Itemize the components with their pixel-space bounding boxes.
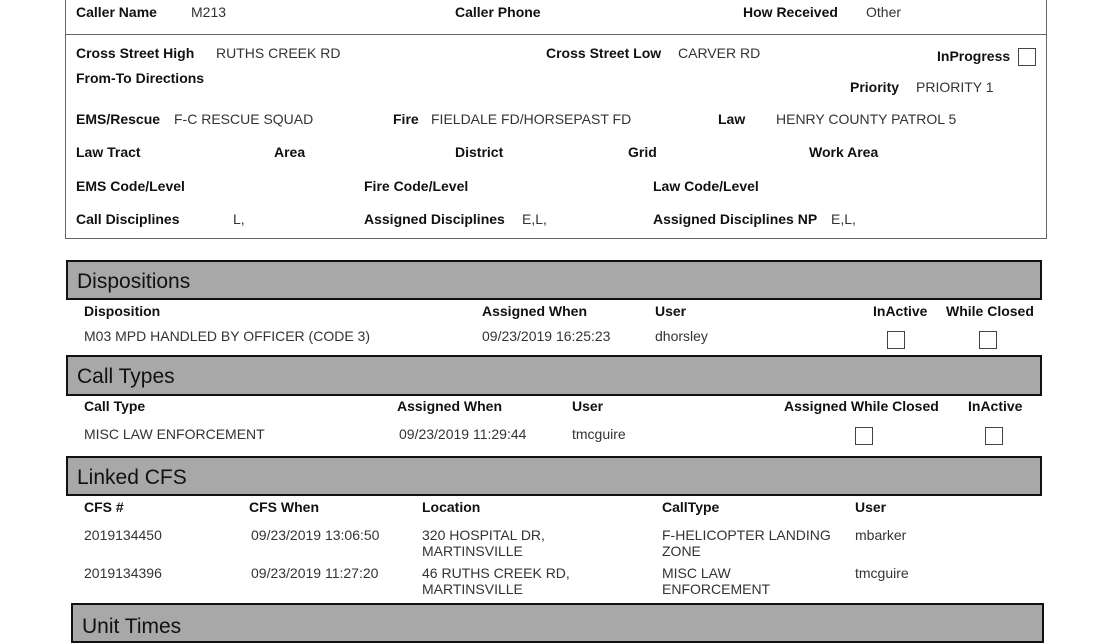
caller-name-label: Caller Name: [76, 4, 157, 20]
location-line1: 46 RUTHS CREEK RD,: [422, 565, 570, 581]
while-closed-checkbox[interactable]: [979, 331, 997, 349]
cross-street-high-label: Cross Street High: [76, 45, 195, 61]
law-tract-label: Law Tract: [76, 144, 141, 160]
assigned-while-closed-checkbox[interactable]: [855, 427, 873, 445]
cfs-when-value: 09/23/2019 11:27:20: [251, 565, 379, 581]
calltype-line2: ENFORCEMENT: [662, 581, 771, 597]
assigned-when-value: 09/23/2019 16:25:23: [482, 328, 611, 344]
inprogress-label: InProgress: [937, 48, 1011, 64]
user-col-header: User: [572, 398, 604, 414]
location-line2: MARTINSVILLE: [422, 543, 523, 559]
dispositions-title: Dispositions: [77, 270, 191, 293]
inactive-checkbox[interactable]: [887, 331, 905, 349]
law-code-label: Law Code/Level: [653, 178, 759, 194]
assigned-when-value: 09/23/2019 11:29:44: [399, 426, 527, 442]
district-label: District: [455, 144, 504, 160]
from-to-directions-label: From-To Directions: [76, 70, 205, 86]
work-area-label: Work Area: [809, 144, 879, 160]
area-label: Area: [274, 144, 306, 160]
fire-value: FIELDALE FD/HORSEPAST FD: [431, 111, 632, 127]
law-value: HENRY COUNTY PATROL 5: [776, 111, 957, 127]
calltype-line1: F-HELICOPTER LANDING: [662, 527, 831, 543]
cross-street-low-value: CARVER RD: [678, 45, 761, 61]
location-line2: MARTINSVILLE: [422, 581, 523, 597]
user-col-header: User: [855, 499, 887, 515]
cfs-number-value[interactable]: 2019134450: [84, 527, 162, 543]
user-col-header: User: [655, 303, 687, 319]
inprogress-checkbox[interactable]: [1018, 48, 1036, 66]
call-type-col-header: Call Type: [84, 398, 146, 414]
call-disciplines-label: Call Disciplines: [76, 211, 180, 227]
fire-code-label: Fire Code/Level: [364, 178, 469, 194]
priority-label: Priority: [850, 79, 900, 95]
details-section: [65, 34, 1047, 239]
caller-section: [65, 0, 1047, 36]
cfs-when-col-header: CFS When: [249, 499, 319, 515]
cross-street-low-label: Cross Street Low: [546, 45, 662, 61]
assigned-disciplines-value: E,L,: [522, 211, 547, 227]
priority-value: PRIORITY 1: [916, 79, 994, 95]
assigned-disciplines-np-label: Assigned Disciplines NP: [653, 211, 818, 227]
ems-rescue-label: EMS/Rescue: [76, 111, 161, 127]
ems-rescue-value: F-C RESCUE SQUAD: [174, 111, 314, 127]
location-col-header: Location: [422, 499, 481, 515]
user-value: dhorsley: [655, 328, 708, 344]
call-types-title: Call Types: [77, 365, 175, 388]
unit-times-title: Unit Times: [82, 615, 182, 638]
caller-name-value: M213: [191, 4, 227, 20]
how-received-value: Other: [866, 4, 902, 20]
cfs-number-value[interactable]: 2019134396: [84, 565, 162, 581]
linked-cfs-header: [66, 456, 1042, 496]
disposition-value: M03 MPD HANDLED BY OFFICER (CODE 3): [84, 328, 371, 344]
inactive-col-header: InActive: [968, 398, 1023, 414]
cross-street-high-value: RUTHS CREEK RD: [216, 45, 341, 61]
ems-code-label: EMS Code/Level: [76, 178, 185, 194]
cfs-when-value: 09/23/2019 13:06:50: [251, 527, 380, 543]
assigned-when-col-header: Assigned When: [397, 398, 503, 414]
call-type-value: MISC LAW ENFORCEMENT: [84, 426, 265, 442]
unit-times-header: [71, 603, 1044, 643]
inactive-col-header: InActive: [873, 303, 928, 319]
calltype-line2: ZONE: [662, 543, 701, 559]
user-value: tmcguire: [855, 565, 909, 581]
assigned-disciplines-label: Assigned Disciplines: [364, 211, 505, 227]
call-disciplines-value: L,: [233, 211, 245, 227]
disposition-col-header: Disposition: [84, 303, 161, 319]
location-line1: 320 HOSPITAL DR,: [422, 527, 545, 543]
cfs-number-col-header: CFS #: [84, 499, 124, 515]
grid-label: Grid: [628, 144, 657, 160]
while-closed-col-header: While Closed: [946, 303, 1034, 319]
calltype-line1: MISC LAW: [662, 565, 731, 581]
user-value: tmcguire: [572, 426, 626, 442]
caller-phone-label: Caller Phone: [455, 4, 541, 20]
assigned-when-col-header: Assigned When: [482, 303, 588, 319]
assigned-while-closed-col-header: Assigned While Closed: [784, 398, 939, 414]
call-types-header: [66, 355, 1042, 396]
calltype-col-header: CallType: [662, 499, 720, 515]
linked-cfs-title: Linked CFS: [77, 466, 187, 489]
how-received-label: How Received: [743, 4, 838, 20]
fire-label: Fire: [393, 111, 419, 127]
dispositions-header: [66, 260, 1042, 300]
user-value: mbarker: [855, 527, 907, 543]
law-label: Law: [718, 111, 746, 127]
assigned-disciplines-np-value: E,L,: [831, 211, 856, 227]
inactive-checkbox[interactable]: [985, 427, 1003, 445]
